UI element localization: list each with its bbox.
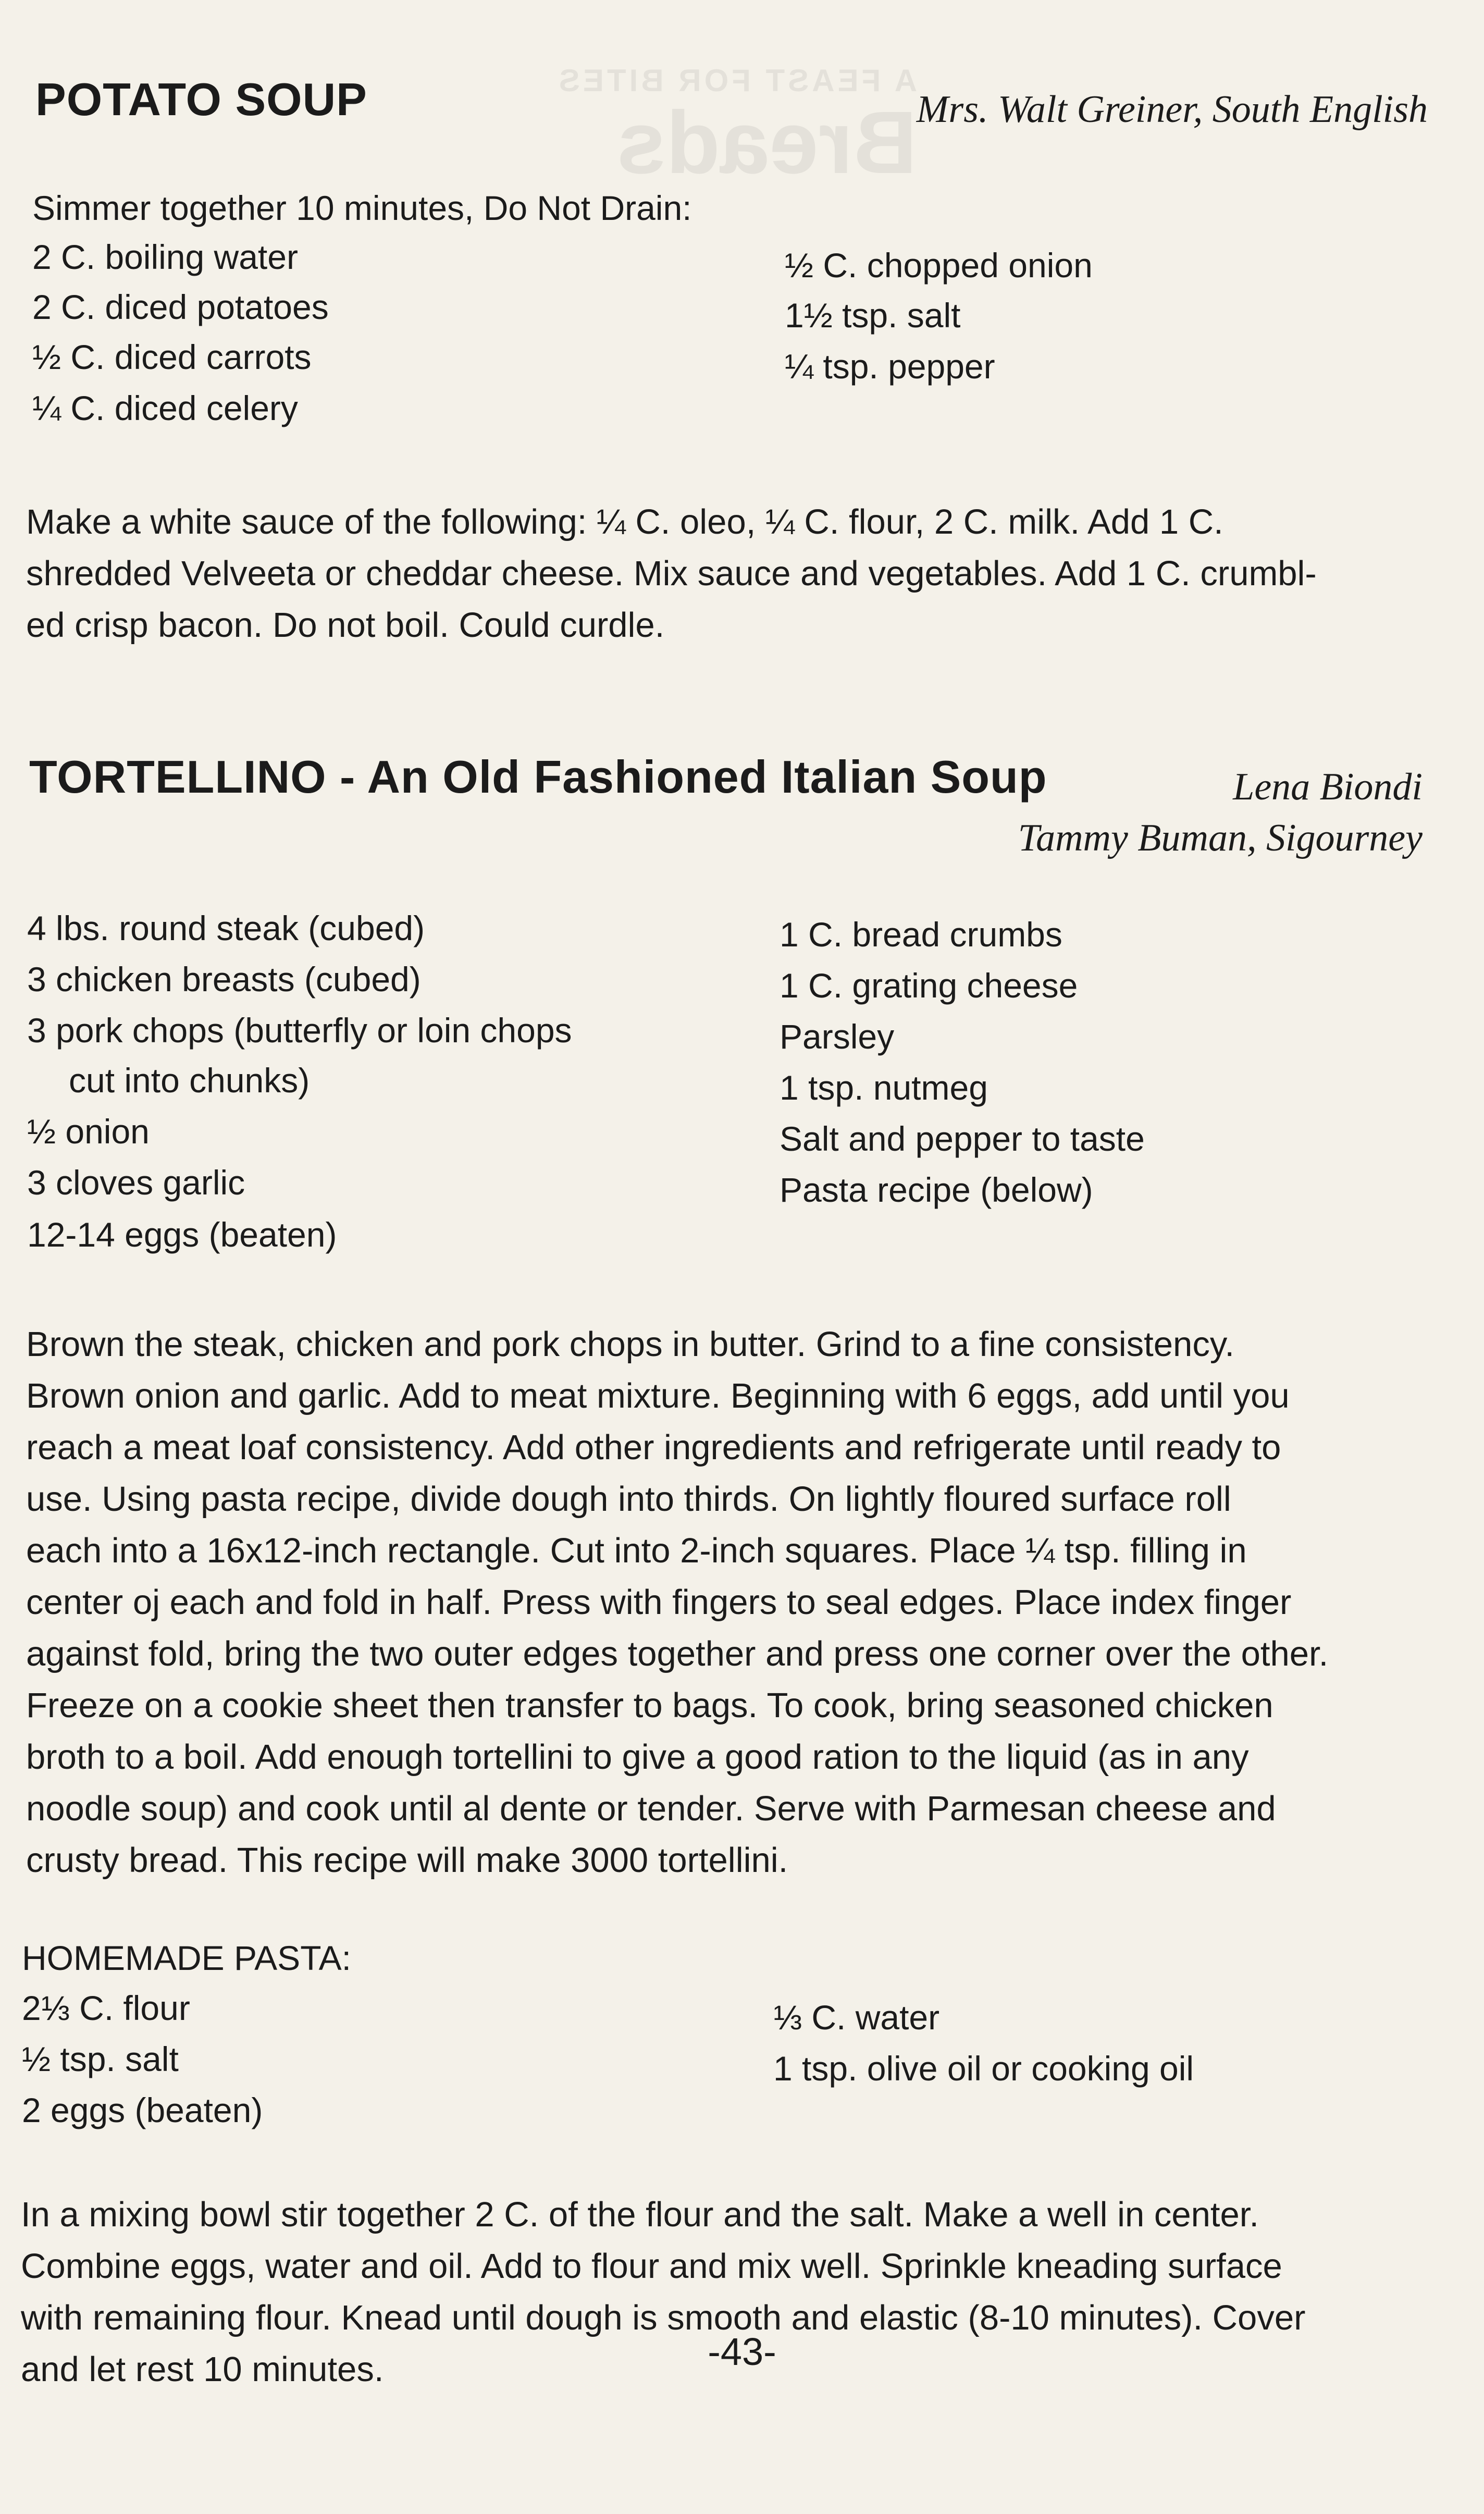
tortellino-attribution-1: Lena Biondi — [1233, 766, 1423, 808]
direction-line: broth to a boil. Add enough tortellini to give a good ration to the liquid (as in any — [26, 1737, 1249, 1777]
ingredient: ¼ tsp. pepper — [785, 347, 995, 386]
ingredient: 4 lbs. round steak (cubed) — [27, 909, 425, 947]
direction-line: use. Using pasta recipe, divide dough into thirds. On lightly floured surface roll — [26, 1480, 1231, 1519]
ingredient: 1 C. bread crumbs — [780, 915, 1062, 954]
ingredient: 3 cloves garlic — [27, 1163, 245, 1202]
direction-line: with remaining flour. Knead until dough is smooth and elastic (8-10 minutes). Cover — [21, 2298, 1306, 2337]
ingredient: ½ tsp. salt — [22, 2040, 179, 2078]
ingredient: 1 tsp. nutmeg — [780, 1068, 988, 1107]
direction-line: crusty bread. This recipe will make 3000 tortellini. — [26, 1841, 788, 1880]
ingredient: 2 C. diced potatoes — [32, 288, 329, 326]
tortellino-directions — [26, 1318, 1443, 1886]
potato-soup-intro: Simmer together 10 minutes, Do Not Drain: — [32, 189, 692, 227]
ingredient: 2 eggs (beaten) — [22, 2091, 263, 2129]
watermark-small-text: A FEAST FOR BITES — [555, 63, 917, 98]
direction-line: Brown the steak, chicken and pork chops in butter. Grind to a fine consistency. — [26, 1325, 1234, 1364]
ingredient: 2 C. boiling water — [32, 238, 298, 276]
direction-line: Brown onion and garlic. Add to meat mixture. Beginning with 6 eggs, add until you — [26, 1376, 1290, 1415]
direction-line: against fold, bring the two outer edges together and press one corner over the other. — [26, 1634, 1329, 1673]
ingredient: 1 C. grating cheese — [780, 966, 1078, 1005]
ingredient: 3 chicken breasts (cubed) — [27, 960, 421, 999]
ingredient: ½ onion — [27, 1112, 150, 1151]
direction-line: Freeze on a cookie sheet then transfer to bags. To cook, bring seasoned chicken — [26, 1686, 1273, 1725]
direction-line: noodle soup) and cook until al dente or tender. Serve with Parmesan cheese and — [26, 1789, 1276, 1828]
direction-line: In a mixing bowl stir together 2 C. of the flour and the salt. Make a well in center. — [21, 2195, 1259, 2234]
direction-line: each into a 16x12-inch rectangle. Cut into 2-inch squares. Place ¼ tsp. filling in — [26, 1531, 1247, 1570]
watermark-large-text: Breads — [616, 93, 917, 192]
ingredient: Salt and pepper to taste — [780, 1119, 1145, 1158]
potato-soup-title: POTATO SOUP — [35, 73, 367, 125]
direction-line: center oj each and fold in half. Press with fingers to seal edges. Place index finger — [26, 1583, 1292, 1622]
direction-line: ed crisp bacon. Do not boil. Could curdle. — [26, 606, 665, 645]
tortellino-title: TORTELLINO - An Old Fashioned Italian Soup — [29, 751, 1047, 803]
ingredient: Parsley — [780, 1017, 895, 1056]
ingredient: ½ C. chopped onion — [785, 246, 1093, 285]
ingredient: 2⅓ C. flour — [22, 1989, 190, 2027]
ingredient: 1 tsp. olive oil or cooking oil — [773, 2049, 1194, 2088]
ingredient: 3 pork chops (butterfly or loin chops — [27, 1011, 572, 1050]
ingredient: ½ C. diced carrots — [32, 338, 312, 376]
direction-line: reach a meat loaf consistency. Add other ingredients and refrigerate until ready to — [26, 1428, 1281, 1467]
ingredient: ⅓ C. water — [773, 1998, 940, 2037]
tortellino-attribution-2: Tammy Buman, Sigourney — [1018, 817, 1423, 859]
potato-soup-attribution: Mrs. Walt Greiner, South English — [916, 88, 1428, 131]
ingredient: 1½ tsp. salt — [785, 296, 961, 335]
direction-line: and let rest 10 minutes. — [21, 2350, 384, 2389]
ingredient: cut into chunks) — [69, 1061, 310, 1100]
direction-line: Make a white sauce of the following: ¼ C. oleo, ¼ C. flour, 2 C. milk. Add 1 C. — [26, 502, 1223, 541]
direction-line: shredded Velveeta or cheddar cheese. Mix sauce and vegetables. Add 1 C. crumbl- — [26, 554, 1317, 593]
ingredient: Pasta recipe (below) — [780, 1170, 1093, 1209]
ingredient: ¼ C. diced celery — [32, 389, 298, 427]
ingredient: 12-14 eggs (beaten) — [27, 1215, 337, 1254]
page-number: -43- — [708, 2330, 776, 2373]
direction-line: Combine eggs, water and oil. Add to flour and mix well. Sprinkle kneading surface — [21, 2247, 1282, 2286]
homemade-pasta-title: HOMEMADE PASTA: — [22, 1939, 351, 1977]
potato-soup-directions — [26, 496, 1443, 651]
